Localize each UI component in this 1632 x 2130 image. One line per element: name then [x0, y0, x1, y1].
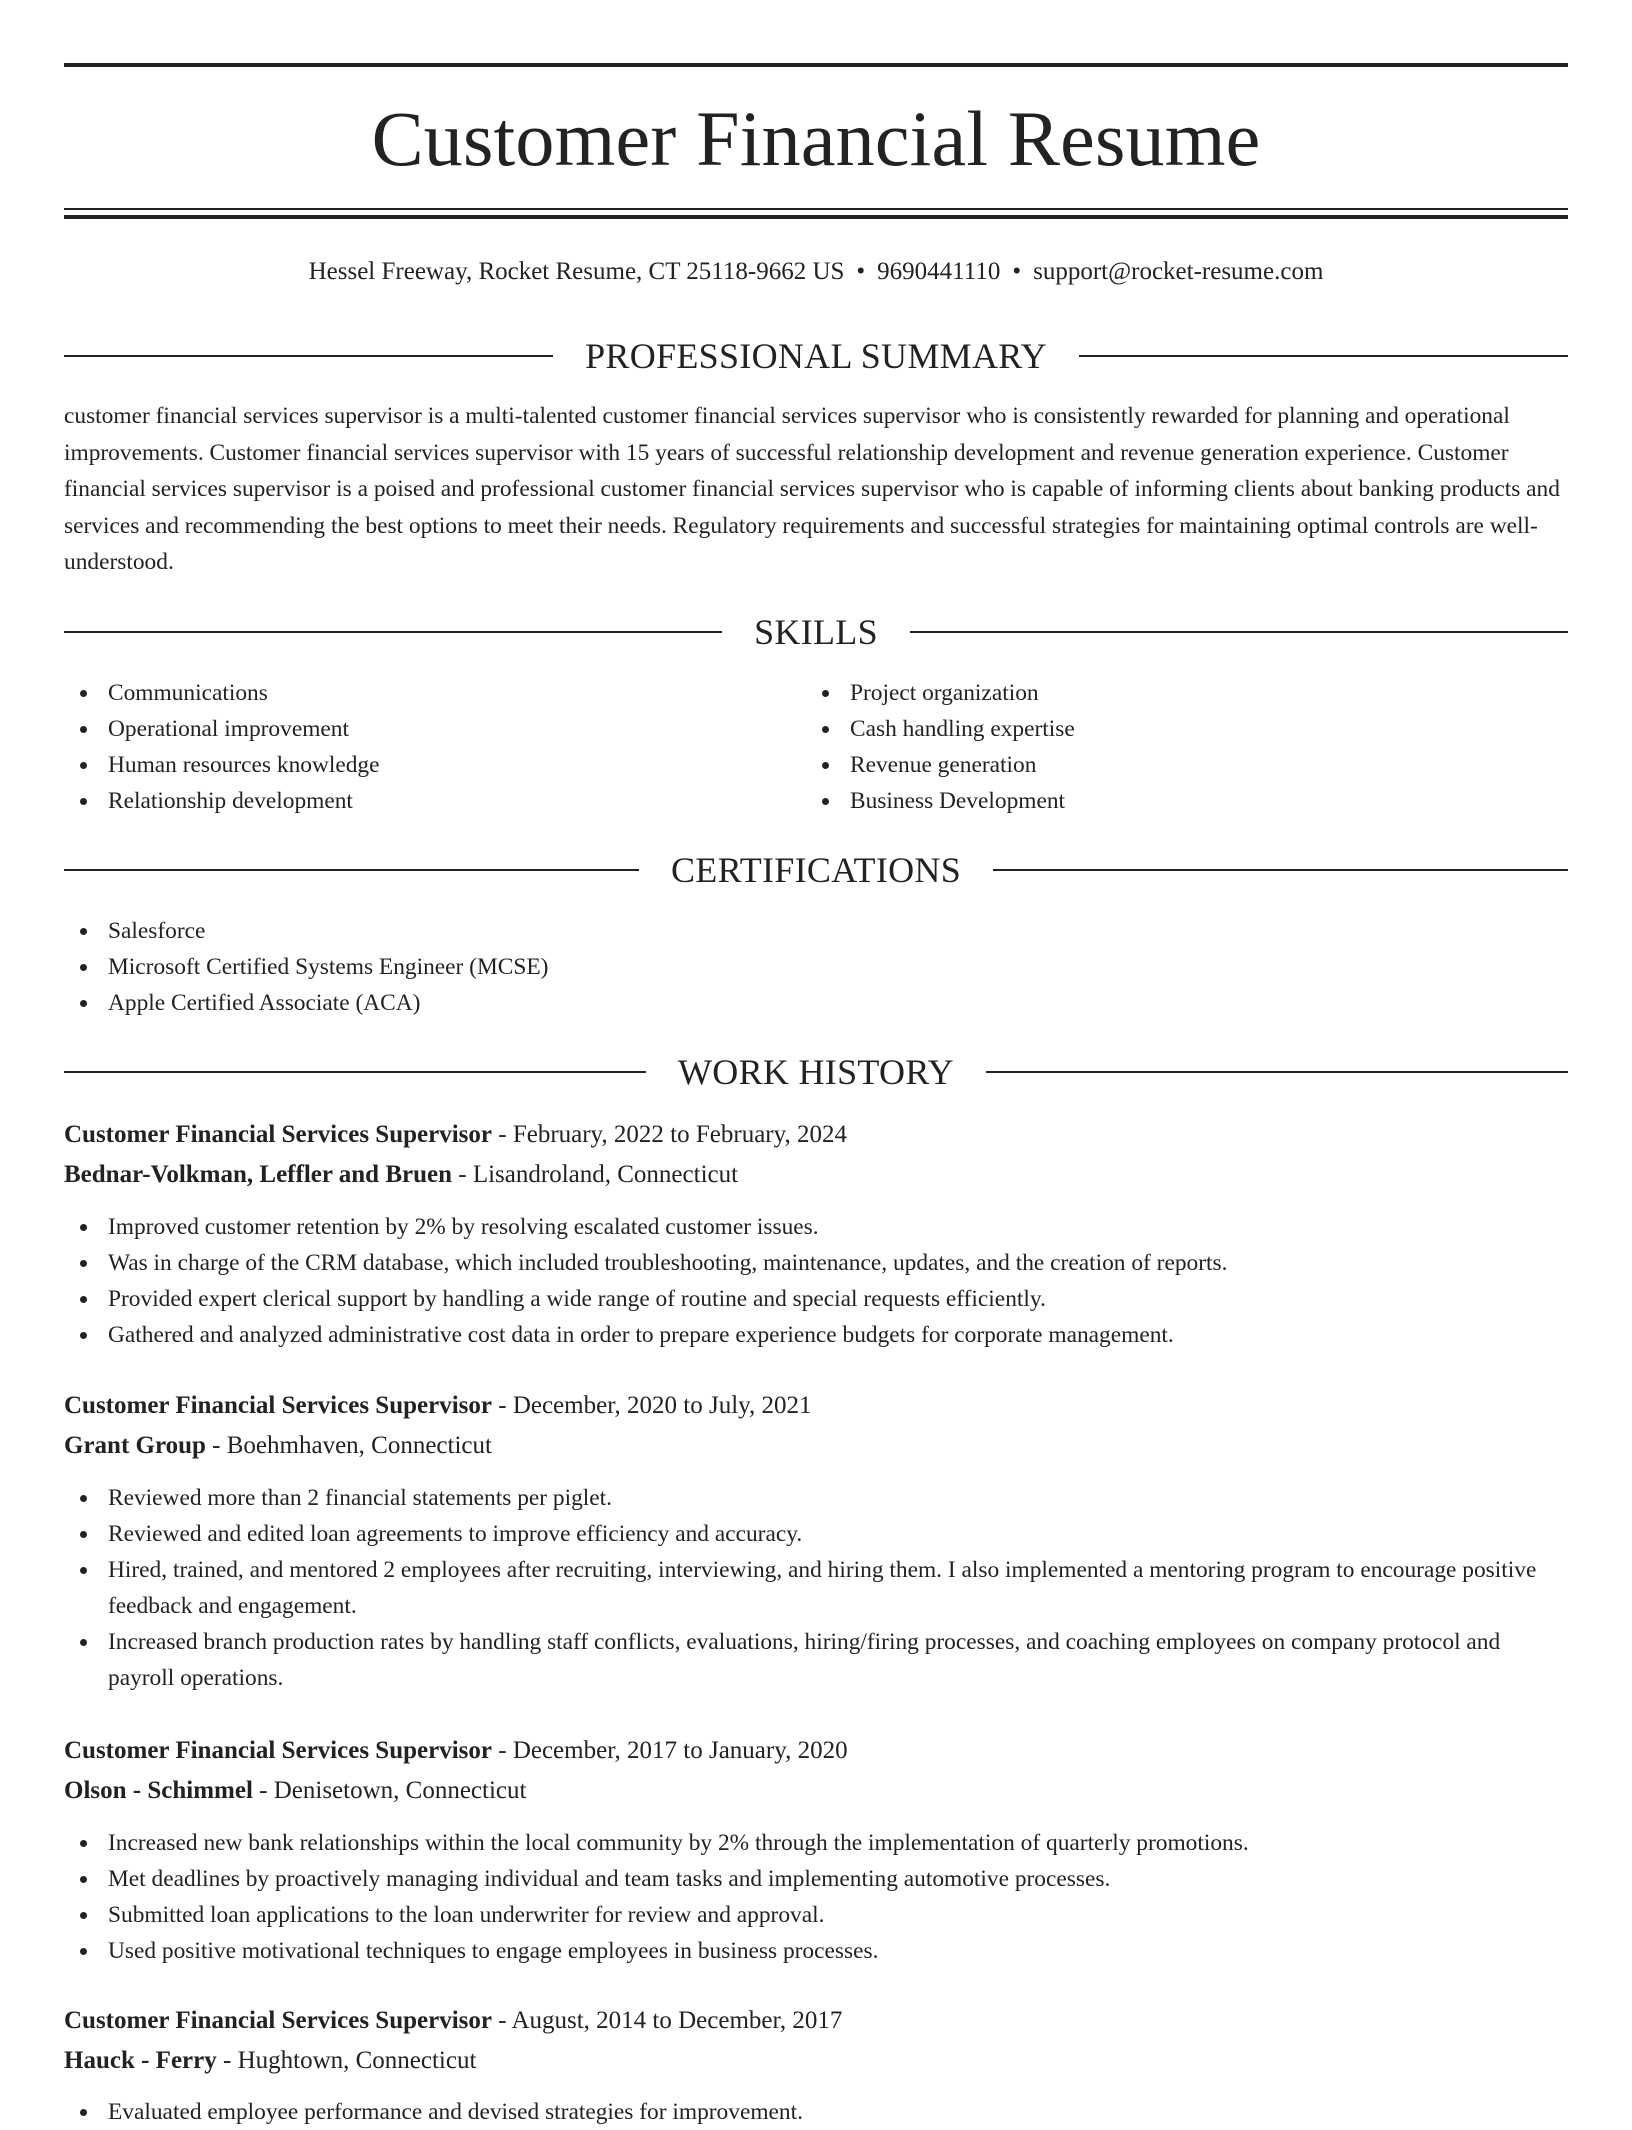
job-company-line	[64, 1771, 1568, 1811]
list-item: Relationship development	[64, 783, 806, 819]
list-item: Improved customer retention by 2% by resolving escalated customer issues.	[64, 1209, 1568, 1245]
list-item: Cash handling expertise	[806, 711, 1548, 747]
heading-rule	[910, 631, 1568, 633]
job-dash: -	[205, 1432, 227, 1459]
job-bullets	[64, 1209, 1568, 1353]
job-dash: -	[491, 2007, 512, 2034]
contact-phone: 9690441110	[877, 258, 1001, 285]
list-item: Reviewed and edited loan agreements to improve efficiency and accuracy.	[64, 1516, 1568, 1552]
heading-rule	[986, 1071, 1568, 1073]
job-location: Boehmhaven, Connecticut	[226, 1432, 492, 1459]
contact-line	[64, 259, 1568, 284]
section-title: SKILLS	[754, 612, 878, 652]
heading-rule	[64, 631, 722, 633]
skills-column-left	[64, 675, 806, 819]
list-item: Salesforce	[64, 913, 1568, 949]
job-location: Denisetown, Connecticut	[273, 1777, 527, 1804]
job-entry	[64, 1731, 1568, 1811]
section-heading-summary	[64, 338, 1568, 374]
job-title-line	[64, 2001, 1568, 2041]
list-item: Provided expert clerical support by handling a wide range of routine and special requests efficiently.	[64, 1281, 1568, 1317]
list-item: Revenue generation	[806, 747, 1548, 783]
job-location: Hughtown, Connecticut	[237, 2047, 477, 2074]
job-dash: -	[452, 1161, 473, 1188]
list-item: Submitted loan applications to the loan underwriter for review and approval.	[64, 1897, 1568, 1933]
job-entry	[64, 1115, 1568, 1195]
contact-separator: •	[1012, 258, 1022, 285]
list-item: Communications	[64, 675, 806, 711]
heading-rule	[1079, 355, 1568, 357]
list-item: Microsoft Certified Systems Engineer (MCSE)	[64, 949, 1568, 985]
list-item: Met deadlines by proactively managing individual and team tasks and implementing automotive processes.	[64, 1861, 1568, 1897]
job-title: Customer Financial Services Supervisor	[64, 1121, 492, 1148]
list-item: Human resources knowledge	[64, 747, 806, 783]
contact-separator: •	[856, 258, 866, 285]
section-title: CERTIFICATIONS	[670, 850, 962, 890]
list-item: Project organization	[806, 675, 1548, 711]
title-rule-lower	[64, 215, 1568, 219]
job-dash: -	[491, 1392, 513, 1419]
job-entry	[64, 1386, 1568, 1466]
section-heading-skills	[64, 614, 1568, 650]
list-item: Hired, trained, and mentored 2 employees after recruiting, interviewing, and hiring them. I also implemented a mentoring program to encourage positive feedback and engagement.	[64, 1552, 1568, 1624]
page-title: Customer Financial Resume	[371, 95, 1261, 182]
job-title: Customer Financial Services Supervisor	[64, 1737, 492, 1764]
job-dash: -	[491, 1121, 513, 1148]
list-item: Operational improvement	[64, 711, 806, 747]
list-item: Was in charge of the CRM database, which included troubleshooting, maintenance, updates, and the creation of reports.	[64, 1245, 1568, 1281]
heading-rule	[64, 869, 639, 871]
list-item: Used positive motivational techniques to engage employees in business processes.	[64, 1933, 1568, 1969]
job-dates: December, 2020 to July, 2021	[512, 1392, 812, 1419]
list-item: Business Development	[806, 783, 1548, 819]
job-title: Customer Financial Services Supervisor	[64, 1392, 492, 1419]
heading-rule	[64, 355, 553, 357]
certifications-list	[64, 913, 1568, 1021]
skills-column-right	[806, 675, 1548, 819]
job-dates: February, 2022 to February, 2024	[512, 1121, 848, 1148]
job-dash: -	[252, 1777, 274, 1804]
heading-rule	[64, 1071, 646, 1073]
skills-list	[64, 675, 1568, 819]
header	[64, 95, 1568, 182]
summary-text: customer financial services supervisor is a multi-talented customer financial services supervisor who is consistently rewarded for planning and operational improvements. Customer financial services supervisor with 15 years of successful relationship development and revenue generation experience. Customer financial services supervisor is a poised and professional customer financial services supervisor who is capable of informing clients about banking products and services and recommending the best options to meet their needs. Regulatory requirements and successful strategies for maintaining optimal controls are well-understood.	[64, 403, 1560, 575]
contact-address: Hessel Freeway, Rocket Resume, CT 25118-9662 US	[308, 258, 845, 285]
job-bullets	[64, 2094, 1568, 2130]
job-company: Bednar-Volkman, Leffler and Bruen	[64, 1161, 453, 1188]
job-company-line	[64, 2041, 1568, 2081]
job-company-line	[64, 1426, 1568, 1466]
job-location: Lisandroland, Connecticut	[472, 1161, 739, 1188]
job-dates: December, 2017 to January, 2020	[512, 1737, 848, 1764]
heading-rule	[993, 869, 1568, 871]
job-title-line	[64, 1386, 1568, 1426]
top-rule	[64, 63, 1568, 67]
job-company: Grant Group	[64, 1432, 206, 1459]
list-item: Apple Certified Associate (ACA)	[64, 985, 1568, 1021]
section-title: PROFESSIONAL SUMMARY	[585, 336, 1047, 376]
list-item: Increased new bank relationships within the local community by 2% through the implementation of quarterly promotions.	[64, 1825, 1568, 1861]
section-heading-certifications	[64, 852, 1568, 888]
job-title-line	[64, 1115, 1568, 1155]
job-title: Customer Financial Services Supervisor	[64, 2007, 492, 2034]
job-company-line	[64, 1155, 1568, 1195]
section-heading-work-history	[64, 1054, 1568, 1090]
job-company: Hauck - Ferry	[64, 2047, 217, 2074]
job-entry	[64, 2001, 1568, 2081]
job-company: Olson - Schimmel	[64, 1777, 253, 1804]
contact-email: support@rocket-resume.com	[1033, 258, 1324, 285]
job-bullets	[64, 1480, 1568, 1696]
job-dash: -	[491, 1737, 513, 1764]
list-item: Increased branch production rates by handling staff conflicts, evaluations, hiring/firing processes, and coaching employees on company protocol and payroll operations.	[64, 1624, 1568, 1696]
job-dates: August, 2014 to December, 2017	[511, 2007, 843, 2034]
job-bullets	[64, 1825, 1568, 1969]
list-item: Reviewed more than 2 financial statements per piglet.	[64, 1480, 1568, 1516]
list-item: Gathered and analyzed administrative cost data in order to prepare experience budgets for corporate management.	[64, 1317, 1568, 1353]
section-title: WORK HISTORY	[678, 1052, 954, 1092]
job-dash: -	[216, 2047, 238, 2074]
title-rule-upper	[64, 208, 1568, 210]
job-title-line	[64, 1731, 1568, 1771]
list-item: Evaluated employee performance and devised strategies for improvement.	[64, 2094, 1568, 2130]
